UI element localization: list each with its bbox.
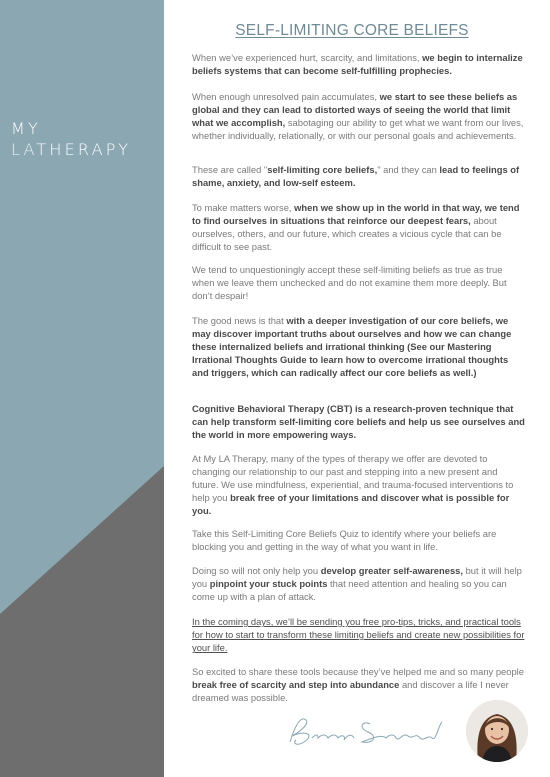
paragraph-4: [192, 201, 526, 253]
brand-logo: [11, 118, 131, 160]
bold-text-run: with a deeper investigation of our core beliefs, we may discover important truths about ourselves and how we can change these internalized beliefs and irrational thinking (See our Mastering Irrational Thoughts Guide to learn how to overcome irrational thoughts and triggers, which can radically affect our core beliefs as well.): [192, 315, 512, 379]
text-run: sabotaging our ability to get what we want from our lives, whether individually, relationally, or with our personal goals and achievements.: [192, 117, 524, 142]
text-run: So excited to share these tools because they’ve helped me and so many people: [192, 666, 524, 677]
paragraph-10: [192, 564, 526, 603]
text-run: In the coming days, we’ll be sending you free pro-tips, tricks, and practical tools for how to start to transform these limiting beliefs and create new possibilities for your life.: [192, 616, 525, 654]
paragraph-9: [192, 527, 526, 553]
bold-text-run: lead to feelings of shame, anxiety, and low-self esteem.: [192, 164, 520, 189]
paragraph-12: [192, 665, 526, 704]
paragraph-5: [192, 263, 526, 302]
author-portrait-image: [466, 700, 528, 762]
bold-text-run: self-limiting core beliefs,: [267, 164, 378, 175]
text-run: Doing so will not only help you: [192, 565, 321, 576]
text-run: about ourselves, others, and our future, which creates a vicious cycle that can be difficult to see past.: [192, 215, 502, 253]
logo-line2-rest: THERAPY: [36, 140, 132, 159]
logo-line1: MY: [11, 119, 41, 138]
text-run: Take this Self-Limiting Core Beliefs Quiz to identify where your beliefs are blocking you and getting in the way of what you want in life.: [192, 528, 497, 553]
bold-text-run: Cognitive Behavioral Therapy (CBT) is a research-proven technique that can help transform self-limiting core beliefs and help us see ourselves and the world in more empowering ways.: [192, 403, 525, 441]
panel-triangle-decoration: [0, 0, 164, 777]
logo-line2-highlight: LA: [11, 140, 37, 159]
text-run: To make matters worse,: [192, 202, 295, 213]
bold-text-run: we begin to internalize beliefs systems that can become self-fulfilling prophecies.: [192, 52, 523, 77]
text-run: and discover a life I never dreamed was possible.: [192, 679, 509, 704]
paragraph-3: [192, 163, 526, 189]
paragraph-2: [192, 90, 526, 142]
bold-text-run: we start to see these beliefs as global and they can lead to distorted ways of seeing the world that limit what we accomplish,: [192, 91, 518, 129]
signature: [282, 712, 452, 752]
text-run: but it will help you: [192, 565, 522, 590]
left-decorative-panel: [0, 0, 164, 777]
paragraph-8: [192, 452, 526, 517]
paragraph-7: [192, 402, 526, 441]
text-run: When we’ve experienced hurt, scarcity, and limitations,: [192, 52, 423, 63]
page-title: SELF-LIMITING CORE BELIEFS: [235, 22, 469, 39]
bold-text-run: develop greater self-awareness,: [320, 565, 463, 576]
text-run: " and they can: [377, 164, 440, 175]
text-run: These are called ": [192, 164, 268, 175]
text-run: When enough unresolved pain accumulates,: [192, 91, 380, 102]
bold-text-run: break free of your limitations and discover what is possible for you.: [192, 492, 510, 517]
paragraph-1: [192, 51, 526, 77]
bold-text-run: pinpoint your stuck points: [209, 578, 328, 590]
logo-line2: [11, 139, 131, 160]
paragraph-6: [192, 314, 526, 379]
text-run: At My LA Therapy, many of the types of therapy we offer are devoted to changing our relationship to our past and stepping into a new present and future. We use mindfulness, experiential, and trauma-focused interventions to help you: [192, 453, 514, 504]
paragraph-11-link[interactable]: [192, 615, 526, 654]
text-run: that need attention and healing so you can come up with a plan of attack.: [192, 578, 507, 603]
signature-text: Brooke Sprowl: [282, 712, 289, 713]
author-photo: [466, 700, 528, 762]
bold-text-run: when we show up in the world in that way, we tend to find ourselves in situations that reinforce our deepest fears,: [192, 202, 520, 227]
bold-text-run: break free of scarcity and step into abundance: [192, 679, 400, 691]
text-run: The good news is that: [192, 315, 287, 326]
text-run: We tend to unquestioningly accept these self-limiting beliefs as true as true when we leave them unchecked and do not examine them more deeply. But don’t despair!: [192, 264, 507, 302]
